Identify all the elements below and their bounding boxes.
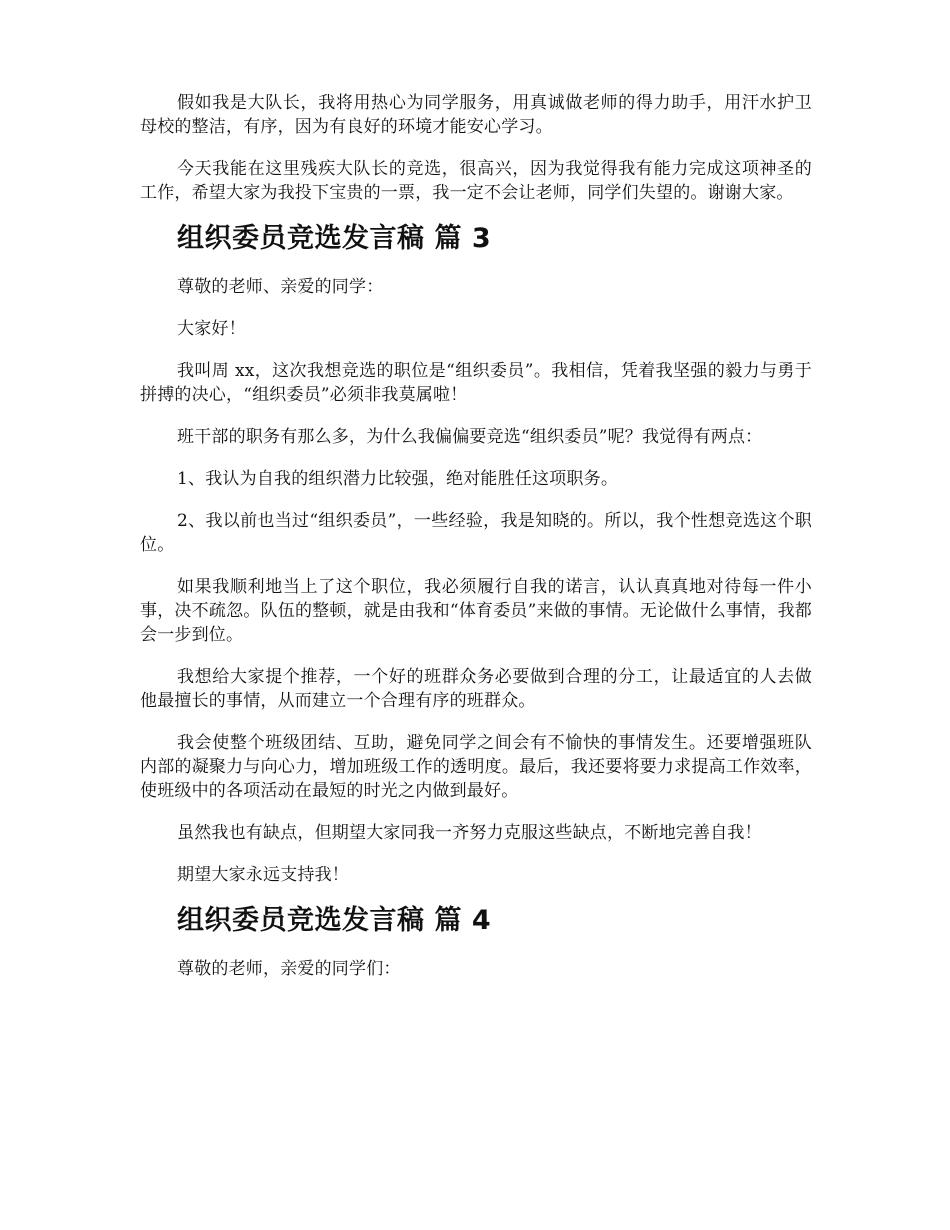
paragraph: 如果我顺利地当上了这个职位，我必须履行自我的诺言，认认真真地对待每一件小事，决不疏忽。队伍的整顿，就是由我和“体育委员”来做的事情。无论做什么事情，我都会一步到位。	[140, 577, 812, 645]
paragraph: 今天我能在这里残疾大队长的竞选，很高兴，因为我觉得我有能力完成这项神圣的工作，希望大家为我投下宝贵的一票，我一定不会让老师，同学们失望的。谢谢大家。	[140, 159, 812, 203]
paragraph: 班干部的职务有那么多，为什么我偏偏要竞选“组织委员”呢？我觉得有两点：	[177, 427, 763, 447]
paragraph: 我想给大家提个推荐，一个好的班群众务必要做到合理的分工，让最适宜的人去做他最擅长的事情，从而建立一个合理有序的班群众。	[140, 667, 812, 711]
paragraph: 尊敬的老师、亲爱的同学：	[177, 277, 384, 297]
heading-number: 篇 4	[434, 905, 492, 936]
heading-title: 组织委员竞选发言稿	[177, 223, 425, 254]
paragraph: 2、我以前也当过“组织委员”，一些经验，我是知晓的。所以，我个性想竞选这个职位。	[140, 511, 812, 555]
paragraph: 1、我认为自我的组织潜力比较强，绝对能胜任这项职务。	[177, 469, 619, 489]
section-heading-4	[177, 905, 812, 937]
section-heading-3	[177, 223, 812, 255]
paragraph: 期望大家永远支持我！	[177, 865, 349, 885]
paragraph: 我会使整个班级团结、互助，避免同学之间会有不愉快的事情发生。还要增强班队内部的凝聚力与向心力，增加班级工作的透明度。最后，我还要将要力求提高工作效率，使班级中的各项活动在最短的时光之内做到最好。	[140, 733, 812, 801]
heading-number: 篇 3	[434, 223, 492, 254]
paragraph: 尊敬的老师，亲爱的同学们：	[177, 959, 401, 979]
paragraph: 假如我是大队长，我将用热心为同学服务，用真诚做老师的得力助手，用汗水护卫母校的整洁，有序，因为有良好的环境才能安心学习。	[140, 93, 812, 137]
document-body	[140, 91, 812, 999]
paragraph: 我叫周 xx，这次我想竞选的职位是“组织委员”。我相信，凭着我坚强的毅力与勇于拼搏的决心，“组织委员”必须非我莫属啦！	[140, 361, 812, 405]
paragraph: 虽然我也有缺点，但期望大家同我一齐努力克服这些缺点，不断地完善自我！	[177, 823, 762, 843]
heading-title: 组织委员竞选发言稿	[177, 905, 425, 936]
paragraph: 大家好！	[177, 319, 246, 339]
